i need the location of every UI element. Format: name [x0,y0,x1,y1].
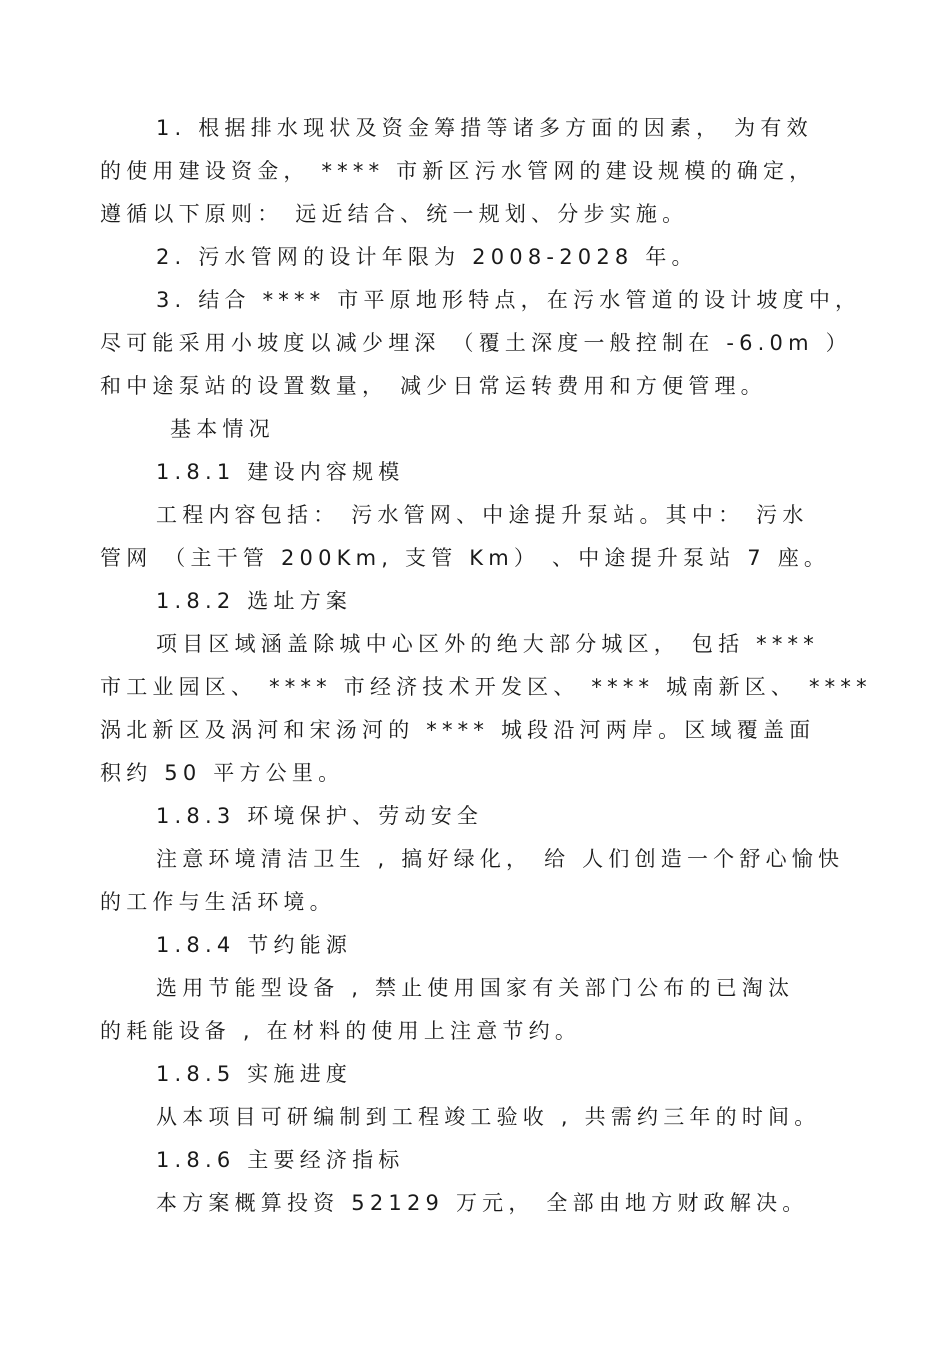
section-heading: 1.8.6 主要经济指标 [156,1148,405,1172]
paragraph-line: 3. 结合 **** 市平原地形特点，在污水管道的设计坡度中， [156,288,862,312]
paragraph-line: 管网 （主干管 200Km, 支管 Km） 、中途提升泵站 7 座。 [100,546,831,570]
section-heading: 1.8.5 实施进度 [156,1062,353,1086]
paragraph-line: 涡北新区及涡河和宋汤河的 **** 城段沿河两岸。区域覆盖面 [100,718,816,742]
paragraph-line: 项目区域涵盖除城中心区外的绝大部分城区， 包括 **** [156,632,819,656]
paragraph-line: 2. 污水管网的设计年限为 2008-2028 年。 [156,245,698,269]
paragraph-line: 市工业园区、 **** 市经济技术开发区、 **** 城南新区、 **** [100,675,872,699]
paragraph-line: 的工作与生活环境。 [100,890,336,914]
section-heading: 1.8.2 选址方案 [156,589,353,613]
paragraph-line: 从本项目可研编制到工程竣工验收 , 共需约三年的时间。 [156,1105,821,1129]
paragraph-line: 的使用建设资金， **** 市新区污水管网的建设规模的确定， [100,159,816,183]
paragraph-line: 尽可能采用小坡度以减少埋深 （覆土深度一般控制在 -6.0m ） [100,331,852,355]
section-heading: 1.8.1 建设内容规模 [156,460,405,484]
paragraph-line: 工程内容包括： 污水管网、中途提升泵站。其中： 污水 [156,503,809,527]
section-heading: 1.8.3 环境保护、劳动安全 [156,804,484,828]
section-heading: 基本情况 [170,417,275,441]
section-heading: 1.8.4 节约能源 [156,933,353,957]
paragraph-line: 和中途泵站的设置数量， 减少日常运转费用和方便管理。 [100,374,767,398]
paragraph-line: 遵循以下原则： 远近结合、统一规划、分步实施。 [100,202,689,226]
paragraph-line: 选用节能型设备 , 禁止使用国家有关部门公布的已淘汰 [156,976,795,1000]
paragraph-line: 的耗能设备 , 在材料的使用上注意节约。 [100,1019,582,1043]
paragraph-line: 积约 50 平方公里。 [100,761,345,785]
paragraph-line: 注意环境清洁卫生 , 搞好绿化， 给 人们创造一个舒心愉快 [156,847,845,871]
paragraph-line: 1. 根据排水现状及资金筹措等诸多方面的因素， 为有效 [156,116,813,140]
paragraph-line: 本方案概算投资 52129 万元， 全部由地方财政解决。 [156,1191,809,1215]
